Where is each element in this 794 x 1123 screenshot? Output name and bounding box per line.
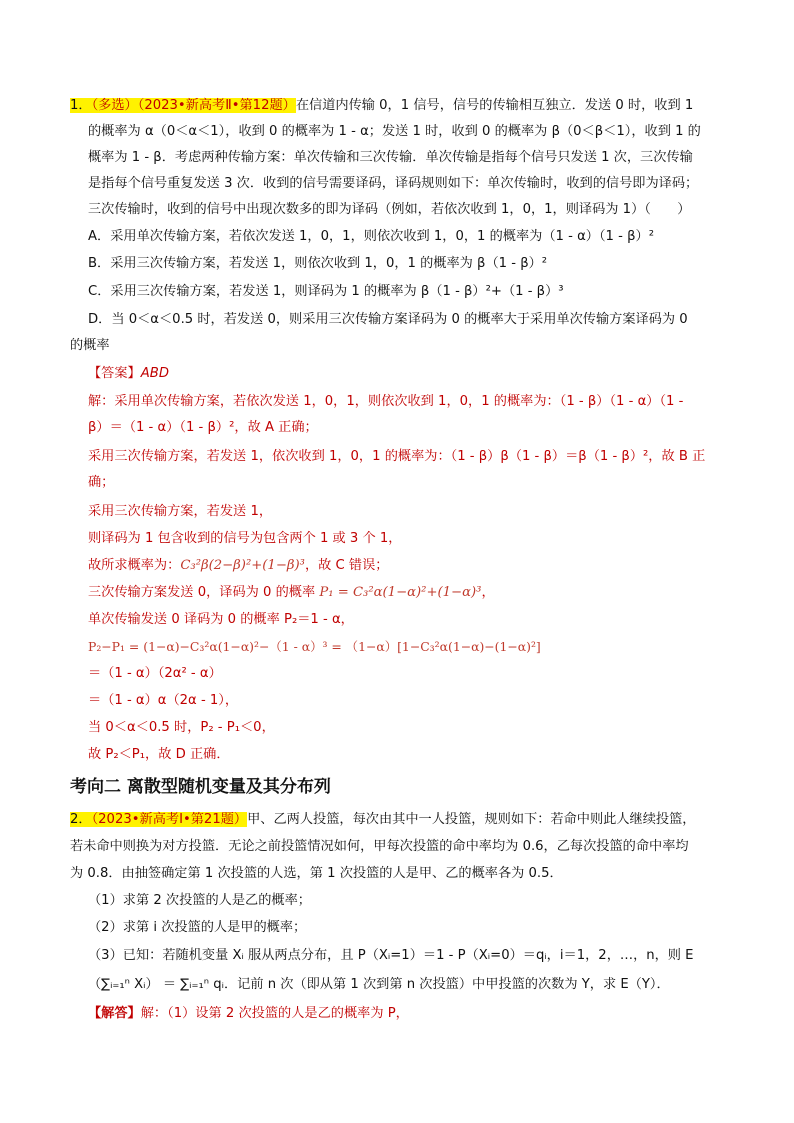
option-d: D．当 0＜α＜0.5 时，若发送 0，则采用三次传输方案译码为 0 的概率大于采用单次传输方案译码为 0 xyxy=(88,312,688,327)
solution-line-4: 确； xyxy=(88,475,115,490)
question-2-number: 2． xyxy=(70,812,92,827)
solution-line-11: ＝（1 - α）α（2α - 1）， xyxy=(88,693,239,708)
question-2-part-3: （3）已知：若随机变量 Xᵢ 服从两点分布，且 P（Xᵢ=1）＝1 - P（Xᵢ=0）＝qᵢ，i＝1，2，…，n，则 E xyxy=(88,948,694,963)
question-2-part-3-continued: （∑ᵢ₌₁ⁿ Xᵢ） ＝ ∑ᵢ₌₁ⁿ qᵢ．记前 n 次（即从第 1 次到第 n 次投篮）中甲投篮的次数为 Y，求 E（Y）． xyxy=(88,977,670,992)
question-2-line-3: 为 0.8．由抽签确定第 1 次投篮的人选，第 1 次投篮的人是甲、乙的概率各为 0.5． xyxy=(70,866,563,881)
solution-line-1: 解：采用单次传输方案，若依次发送 1，0，1，则依次收到 1，0，1 的概率为：（1 - β）（1 - α）（1 - xyxy=(88,394,684,409)
formula-difference: P₂−P₁ = (1−α)−C₃²α(1−α)²−（1 - α）³ = （1−α）[1−C₃²α(1−α)−(1−α)²] xyxy=(88,639,541,654)
formula-c: C₃²β(2−β)²+(1−β)³ xyxy=(180,558,305,573)
question-2-line-1: 2．（2023•新高考Ⅰ•第21题）甲、乙两人投篮，每次由其中一人投篮，规则如下：若命中则此人继续投篮， xyxy=(70,812,696,827)
section-heading: 考向二 离散型随机变量及其分布列 xyxy=(70,777,331,797)
solution-line-3: 采用三次传输方案，若发送 1，依次收到 1，0，1 的概率为：（1 - β）β（1 - β）＝β（1 - β）²，故 B 正 xyxy=(88,449,706,464)
answer-text-2: 解：（1）设第 2 次投篮的人是乙的概率为 P， xyxy=(140,1006,409,1021)
option-a: A．采用单次传输方案，若依次发送 1，0，1，则依次收到 1，0，1 的概率为（1 - α）（1 - β）² xyxy=(88,229,654,244)
question-1-line-3: 概率为 1 - β．考虑两种传输方案：单次传输和三次传输．单次传输是指每个信号只发送 1 次，三次传输 xyxy=(88,150,693,165)
question-1-line-5: 三次传输时，收到的信号中出现次数多的即为译码（例如，若依次收到 1，0，1，则译码为 1）（ ） xyxy=(88,202,691,217)
answer-line xyxy=(88,364,169,384)
solution-line-12: 当 0＜α＜0.5 时，P₂ - P₁＜0， xyxy=(88,720,275,735)
solution-line-7: 故所求概率为：C₃²β(2−β)²+(1−β)³，故 C 错误； xyxy=(88,558,389,573)
question-1-line-1: 1．（多选）（2023•新高考Ⅱ•第12题）在信道内传输 0，1 信号，信号的传输相互独立．发送 0 时，收到 1 xyxy=(70,98,694,113)
question-1-number: 1． xyxy=(70,98,92,113)
question-1-line-2: 的概率为 α（0＜α＜1），收到 0 的概率为 1 - α；发送 1 时，收到 0 的概率为 β（0＜β＜1），收到 1 的 xyxy=(88,124,701,139)
question-2-part-1: （1）求第 2 次投篮的人是乙的概率； xyxy=(88,893,311,908)
question-2-tag: （2023•新高考Ⅰ•第21题） xyxy=(91,812,248,827)
solution-line-6: 则译码为 1 包含收到的信号为包含两个 1 或 3 个 1， xyxy=(88,531,402,546)
question-1-tag: （多选）（2023•新高考Ⅱ•第12题） xyxy=(91,98,296,113)
solution-line-13: 故 P₂＜P₁，故 D 正确． xyxy=(88,747,230,762)
answer-label-2: 【解答】 xyxy=(88,1006,141,1021)
solution-line-5: 采用三次传输方案，若发送 1， xyxy=(88,504,273,519)
question-1-line-4: 是指每个信号重复发送 3 次．收到的信号需要译码，译码规则如下：单次传输时，收到的信号即为译码； xyxy=(88,176,699,191)
option-d-continued: 的概率 xyxy=(70,338,110,353)
answer-label: 【答案】 xyxy=(88,366,141,381)
question-2-line-2: 若未命中则换为对方投篮．无论之前投篮情况如何，甲每次投篮的命中率均为 0.6，乙每次投篮的命中率均 xyxy=(70,839,689,854)
question-2-part-2: （2）求第 i 次投篮的人是甲的概率； xyxy=(88,920,307,935)
solution-line-9: 单次传输发送 0 译码为 0 的概率 P₂＝1 - α， xyxy=(88,612,354,627)
option-c: C．采用三次传输方案，若发送 1，则译码为 1 的概率为 β（1 - β）²+（1 - β）³ xyxy=(88,284,564,299)
solution-line-2: β）＝（1 - α）（1 - β）²，故 A 正确； xyxy=(88,420,318,435)
question-2-answer xyxy=(88,1004,409,1024)
answer-value: ABD xyxy=(140,366,169,381)
formula-p1: P₁ = C₃²α(1−α)²+(1−α)³ xyxy=(319,585,482,600)
solution-line-10: ＝（1 - α）（2α² - α） xyxy=(88,666,222,681)
solution-line-8: 三次传输方案发送 0，译码为 0 的概率 P₁ = C₃²α(1−α)²+(1−α)³， xyxy=(88,585,495,600)
option-b: B．采用三次传输方案，若发送 1，则依次收到 1，0，1 的概率为 β（1 - β）² xyxy=(88,256,548,271)
